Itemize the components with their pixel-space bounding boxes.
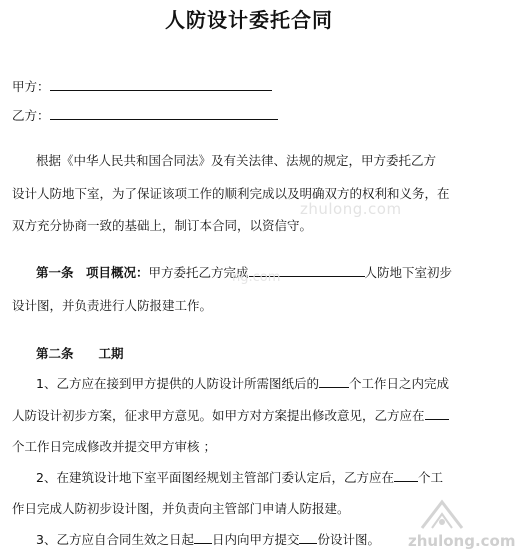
party-b-label: 乙方： [12,108,50,123]
article2-item2-line-2: 作日完成人防初步设计图，并负责向主管部门申请人防报建。 [12,501,350,516]
article2-item1-text-a: 1、乙方应在接到甲方提供的人防设计所需图纸后的 [36,376,319,391]
article2-item2-text-a: 2、在建筑设计地下室平面图经规划主管部门委认定后，乙方应在 [36,470,394,485]
article2-days-blank-1[interactable] [319,376,349,388]
article2-item1-text-c: 人防设计初步方案，征求甲方意见。如甲方对方案提出修改意见，乙方应在 [12,408,425,423]
article2-days-blank-4[interactable] [194,532,212,544]
article2-item3-text-c: 份设计图。 [317,532,380,547]
article2-item1-text-b: 个工作日之内完成 [348,376,449,391]
article2-item1-line-1 [36,376,449,392]
article2-item3-text-b: 日内向甲方提交 [211,532,300,547]
preamble-line-2: 设计人防地下室，为了保证该项工作的顺利完成以及明确双方的权利和义务，在 [12,186,450,201]
article2-item3-line-1 [36,532,380,548]
article2-days-blank-2[interactable] [425,408,449,420]
article2-days-blank-3[interactable] [394,470,418,482]
article1-heading: 第一条 项目概况： [36,265,149,280]
party-b-blank[interactable] [50,107,278,120]
logo-watermark-text: zhulong.com [408,532,515,550]
watermark-text: zhulong.com [300,200,402,218]
party-a-row [12,78,272,95]
article2-copies-blank[interactable] [299,532,317,544]
article2-item1-line-2 [12,408,449,424]
article1-text-b: 人防地下室初步 [364,265,453,280]
party-b-row [12,107,278,124]
preamble-line-1: 根据《中华人民共和国合同法》及有关法律、法规的规定，甲方委托乙方 [36,153,437,168]
article1-line-2: 设计图，并负责进行人防报建工作。 [12,298,213,313]
party-a-blank[interactable] [50,78,272,91]
article2-item1-line-3: 个工作日完成修改并提交甲方审核 ； [12,439,216,454]
preamble-line-3: 双方充分协商一致的基础上，制订本合同，以资信守。 [12,218,313,233]
article2-item3-text-a: 3、乙方应自合同生效之日起 [36,532,194,547]
party-a-label: 甲方： [12,79,50,94]
article1-text-a: 甲方委托乙方完成 [148,265,249,280]
article2-heading: 第二条 工期 [36,346,124,361]
article2-item2-text-b: 个工 [417,470,443,485]
watermark-text-2: ng.com [232,270,281,285]
article2-item2-line-1 [36,470,443,486]
contract-title: 人防设计委托合同 [165,8,333,32]
